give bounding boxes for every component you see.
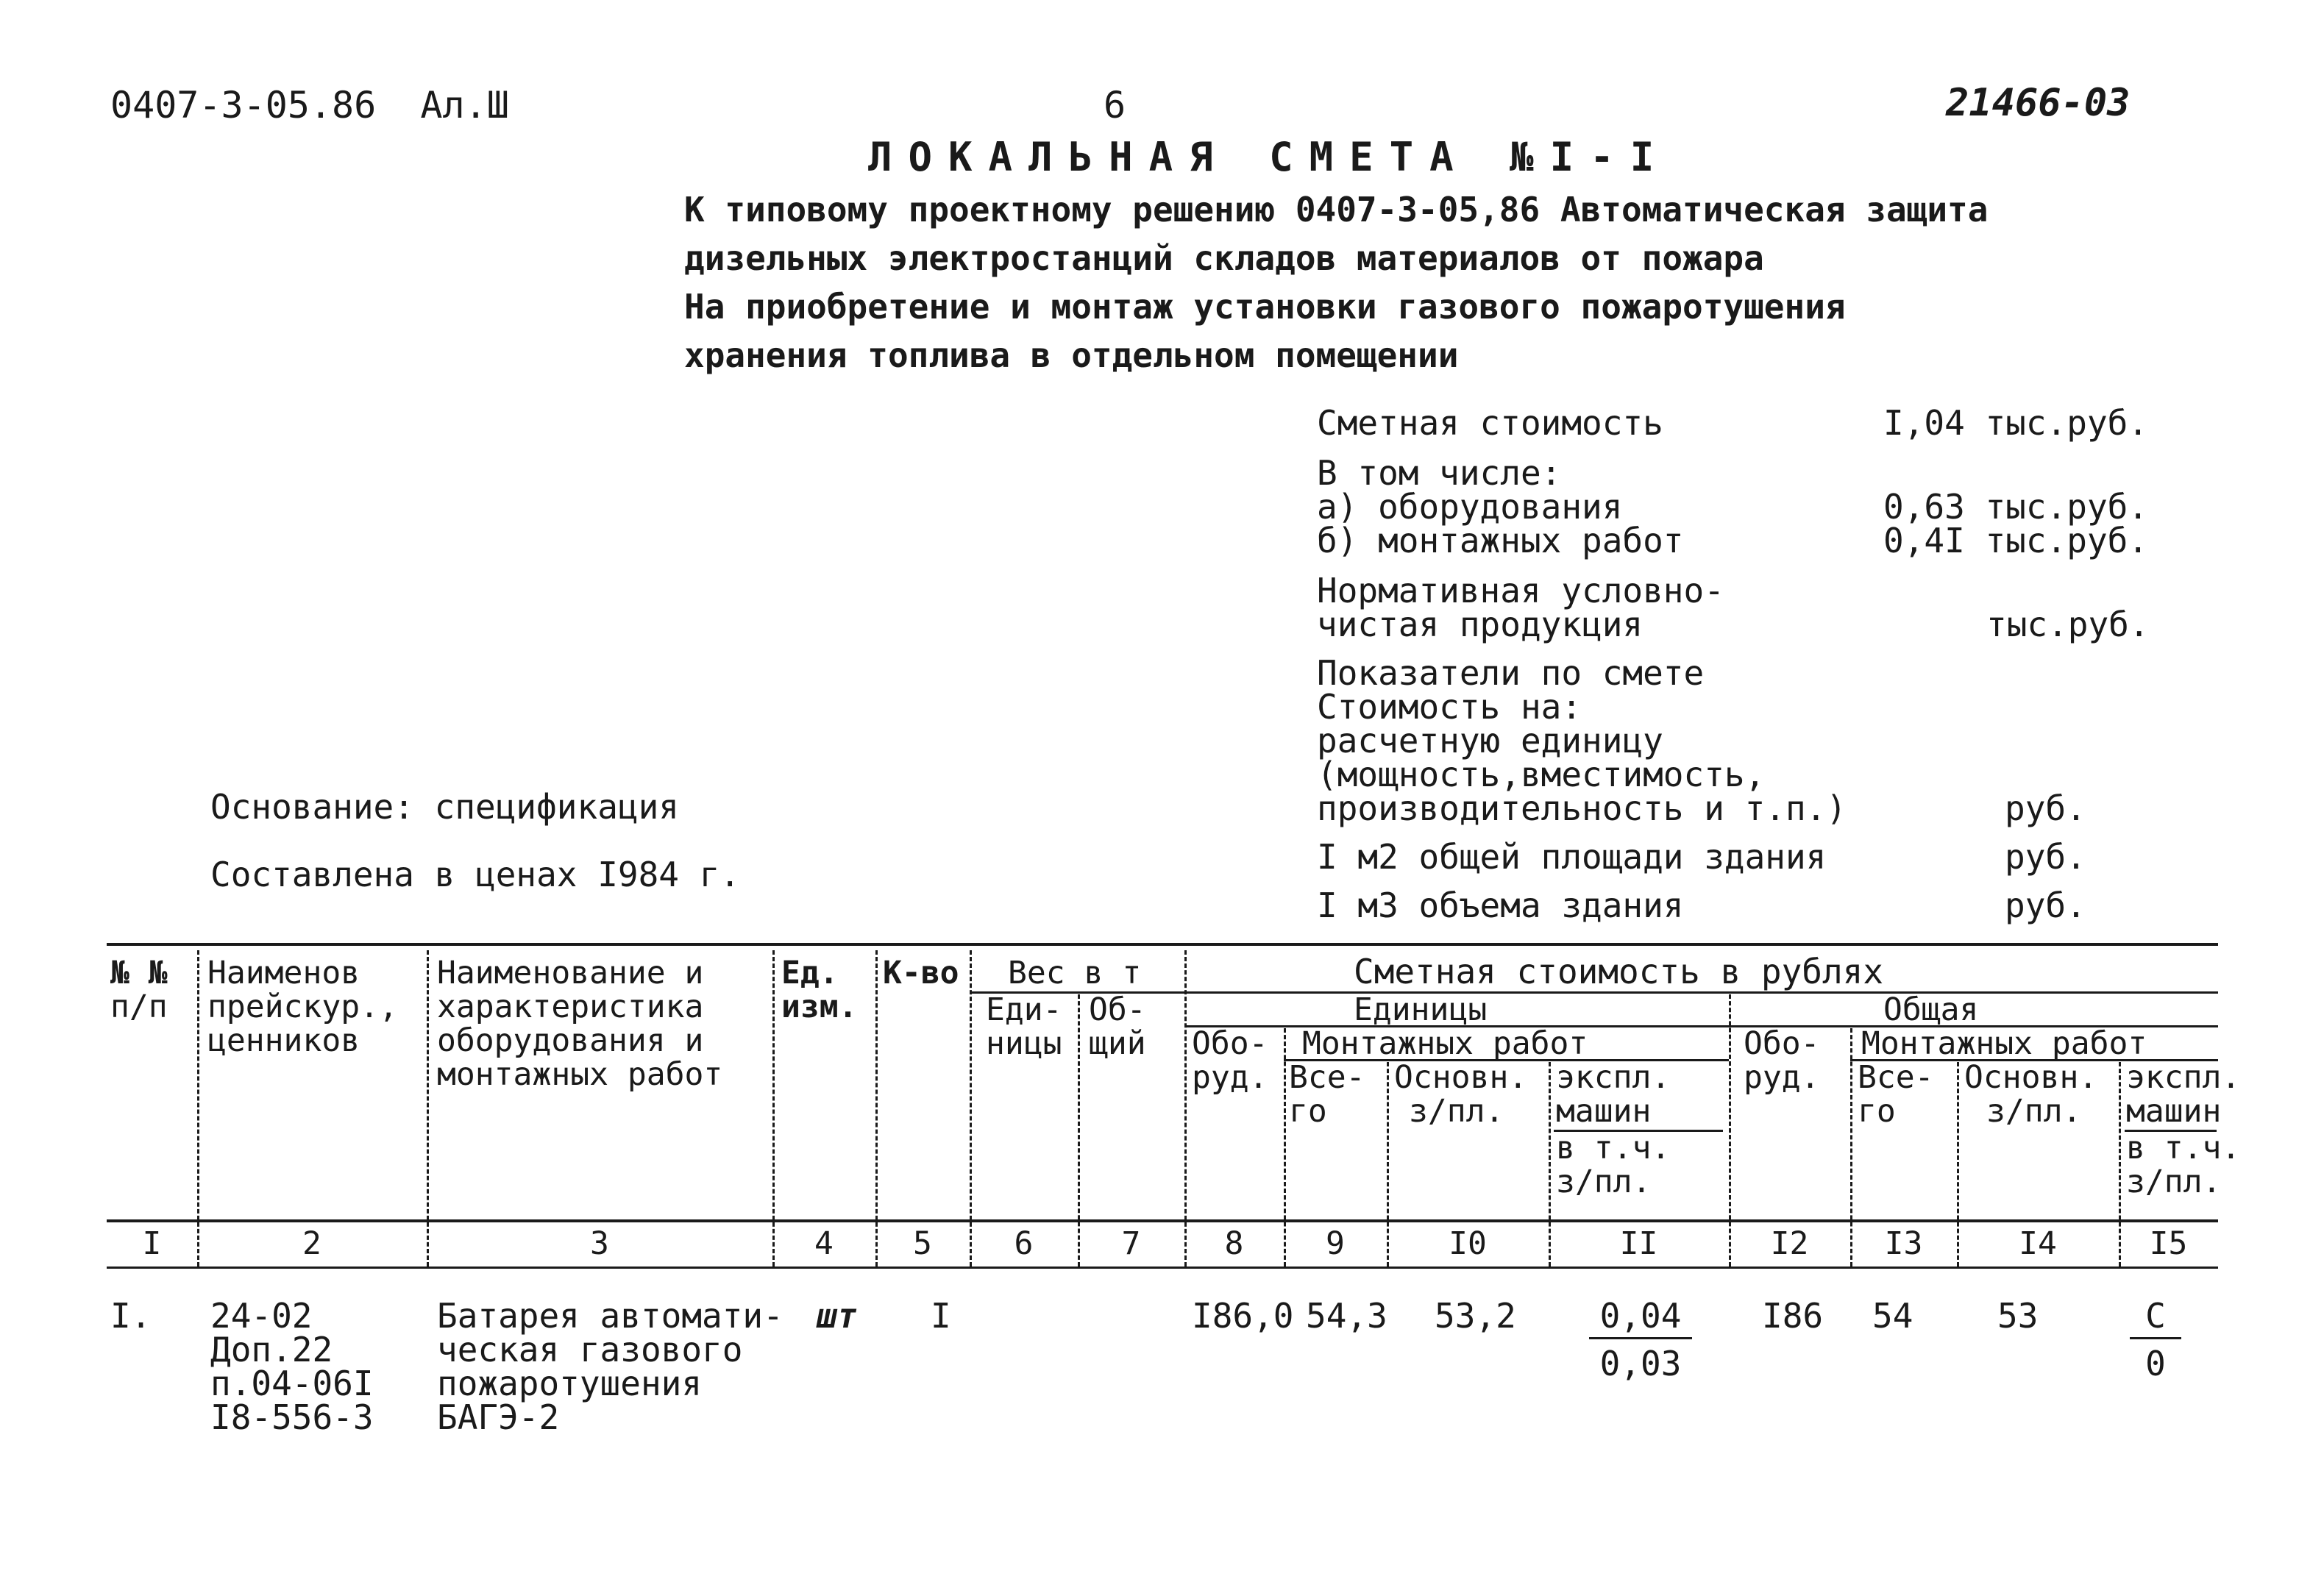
doc-number: 21466-03 (1946, 81, 2131, 125)
col-number: I4 (2019, 1225, 2057, 1262)
col4-label-a: Ед. (781, 955, 839, 991)
exp-unit-label-b: машин (1556, 1093, 1652, 1130)
basis-text: Основание: спецификация (210, 787, 679, 827)
col-sep (970, 950, 972, 1267)
col-number: 5 (913, 1225, 932, 1262)
exp-total-wage-cell: 0 (2145, 1344, 2166, 1383)
col-number: II (1619, 1225, 1658, 1262)
row-number: I. (110, 1296, 152, 1336)
col-number: 4 (814, 1225, 834, 1262)
item-name-line: Батарея автомати- (437, 1296, 783, 1336)
col2-label-b: прейскур., (207, 988, 398, 1025)
price-ref-line: п.04-06I (210, 1364, 374, 1403)
price-ref-line: Доп.22 (210, 1330, 333, 1369)
header-bottom-rule (107, 1219, 2218, 1222)
equip-unit-cell: I86,0 (1192, 1296, 1294, 1336)
col-sep (197, 950, 199, 1267)
exp-total-label-a: экспл. (2126, 1059, 2241, 1096)
exp-unit-label-d: з/пл. (1556, 1164, 1652, 1200)
install-unit-header: Монтажных работ (1302, 1025, 1588, 1062)
area-label: I м2 общей площади здания (1317, 837, 1827, 877)
all-total-cell: 54 (1872, 1296, 1913, 1336)
all-unit-cell: 54,3 (1306, 1296, 1387, 1336)
base-unit-cell: 53,2 (1435, 1296, 1516, 1336)
col-sep (772, 950, 775, 1267)
install-label: б) монтажных работ (1317, 521, 1684, 560)
equip-value: 0,63 тыс.руб. (1883, 487, 2149, 527)
col-sep (427, 950, 429, 1267)
item-name-line: ческая газового (437, 1330, 743, 1369)
all-unit-label-a: Все- (1289, 1059, 1365, 1096)
col-number: 8 (1224, 1225, 1244, 1262)
norm-value: тыс.руб. (1986, 605, 2150, 644)
total-header: Общая (1883, 991, 1979, 1028)
volume-label: I м3 объема здания (1317, 886, 1684, 925)
unit-cell: шт (817, 1296, 858, 1336)
prices-text: Составлена в ценах I984 г. (210, 855, 741, 894)
equip-unit-label-b: руд. (1192, 1059, 1268, 1096)
qty-cell: I (931, 1296, 951, 1336)
exp-unit-label-a: экспл. (1556, 1059, 1671, 1096)
exp-unit-label-c: в т.ч. (1556, 1130, 1671, 1166)
weight-label: Вес в т (1008, 955, 1142, 991)
col-number: 2 (302, 1225, 321, 1262)
equip-label: а) оборудования (1317, 487, 1623, 527)
base-unit-label-b: з/пл. (1409, 1093, 1504, 1130)
col-number: 3 (590, 1225, 609, 1262)
indicators-label-5: производительность и т.п.) (1317, 788, 1847, 828)
install-value: 0,4I тыс.руб. (1883, 521, 2149, 560)
equip-total-cell: I86 (1762, 1296, 1824, 1336)
price-ref-line: I8-556-3 (210, 1397, 374, 1437)
area-value: руб. (2005, 837, 2086, 877)
exp-total-cell: C (2130, 1299, 2181, 1339)
col-number: I5 (2149, 1225, 2188, 1262)
weight-total-label-a: Об- (1089, 991, 1146, 1028)
exp-total-label-c: в т.ч. (2126, 1130, 2241, 1166)
col4-label-b: изм. (781, 988, 858, 1025)
subtitle-line-4: хранения топлива в отдельном помещении (684, 335, 1459, 375)
exp-total-fraction (2130, 1296, 2181, 1383)
col-number: 6 (1014, 1225, 1034, 1262)
cost-value: I,04 тыс.руб. (1883, 403, 2149, 443)
col-number: 7 (1121, 1225, 1141, 1262)
cost-header: Сметная стоимость в рублях (1354, 952, 1884, 991)
weight-unit-label-b: ницы (986, 1025, 1062, 1062)
rule-under-cost (1184, 991, 2218, 994)
col-number: I3 (1884, 1225, 1923, 1262)
numbers-bottom-rule (107, 1267, 2218, 1269)
norm-label-1: Нормативная условно- (1317, 571, 1724, 610)
install-total-header: Монтажных работ (1861, 1025, 2147, 1062)
weight-unit-label-a: Еди- (986, 991, 1062, 1028)
item-name-line: БАГЭ-2 (437, 1397, 560, 1437)
col-sep (1729, 994, 1731, 1267)
col-number: I0 (1449, 1225, 1487, 1262)
volume-value: руб. (2005, 886, 2086, 925)
base-total-label-a: Основн. (1964, 1059, 2098, 1096)
doc-code: 0407-3-05.86 Ал.Ш (110, 84, 509, 127)
indicators-label-1: Показатели по смете (1317, 653, 1705, 693)
col2-label-c: ценников (207, 1022, 360, 1059)
col3-label-b: характеристика (437, 988, 704, 1025)
indicators-value-5: руб. (2005, 788, 2086, 828)
item-name-line: пожаротушения (437, 1364, 703, 1403)
units-header: Единицы (1354, 991, 1488, 1028)
norm-label-2: чистая продукция (1317, 605, 1643, 644)
indicators-label-4: (мощность,вместимость, (1317, 755, 1766, 794)
subtitle-line-3: На приобретение и монтаж установки газового пожаротушения (684, 287, 1846, 327)
col3-label-a: Наименование и (437, 955, 704, 991)
exp-unit-fraction (1589, 1296, 1692, 1383)
exp-unit-wage-cell: 0,03 (1599, 1344, 1682, 1383)
all-unit-label-b: го (1289, 1093, 1327, 1130)
base-total-cell: 53 (1997, 1296, 2039, 1336)
all-total-label-a: Все- (1858, 1059, 1934, 1096)
incl-label: В том числе: (1317, 453, 1562, 493)
price-ref-line: 24-02 (210, 1296, 313, 1336)
exp-total-label-b: машин (2126, 1093, 2222, 1130)
col-number: 9 (1326, 1225, 1345, 1262)
col5-label: К-во (883, 955, 959, 991)
col3-label-d: монтажных работ (437, 1056, 723, 1093)
col3-label-c: оборудования и (437, 1022, 704, 1059)
col-sep (1184, 950, 1187, 1267)
equip-total-label-b: руд. (1744, 1059, 1820, 1096)
base-total-label-b: з/пл. (1986, 1093, 2082, 1130)
equip-unit-label-a: Обо- (1192, 1025, 1268, 1062)
cost-label: Сметная стоимость (1317, 403, 1663, 443)
all-total-label-b: го (1858, 1093, 1896, 1130)
col1-label-b: п/п (110, 988, 168, 1025)
subtitle-line-1: К типовому проектному решению 0407-3-05,86 Автоматическая защита (684, 190, 1989, 229)
indicators-label-2: Стоимость на: (1317, 687, 1582, 727)
col1-label-a: № № (110, 955, 168, 991)
col-number: I2 (1770, 1225, 1809, 1262)
exp-unit-cell: 0,04 (1589, 1299, 1692, 1339)
indicators-label-3: расчетную единицу (1317, 721, 1663, 760)
col-number: I (142, 1225, 162, 1262)
base-unit-label-a: Основн. (1394, 1059, 1528, 1096)
subtitle-line-2: дизельных электростанций складов материалов от пожара (684, 238, 1764, 278)
equip-total-label-a: Обо- (1744, 1025, 1820, 1062)
page-number: 6 (1104, 84, 1126, 127)
col2-label-a: Наименов (207, 955, 360, 991)
col-sep (875, 950, 878, 1267)
exp-total-label-d: з/пл. (2126, 1164, 2222, 1200)
weight-total-label-b: щий (1089, 1025, 1146, 1062)
table-top-rule (107, 943, 2218, 946)
document-title: ЛОКАЛЬНАЯ СМЕТА №I-I (868, 134, 1671, 180)
col-sep (1078, 994, 1080, 1267)
